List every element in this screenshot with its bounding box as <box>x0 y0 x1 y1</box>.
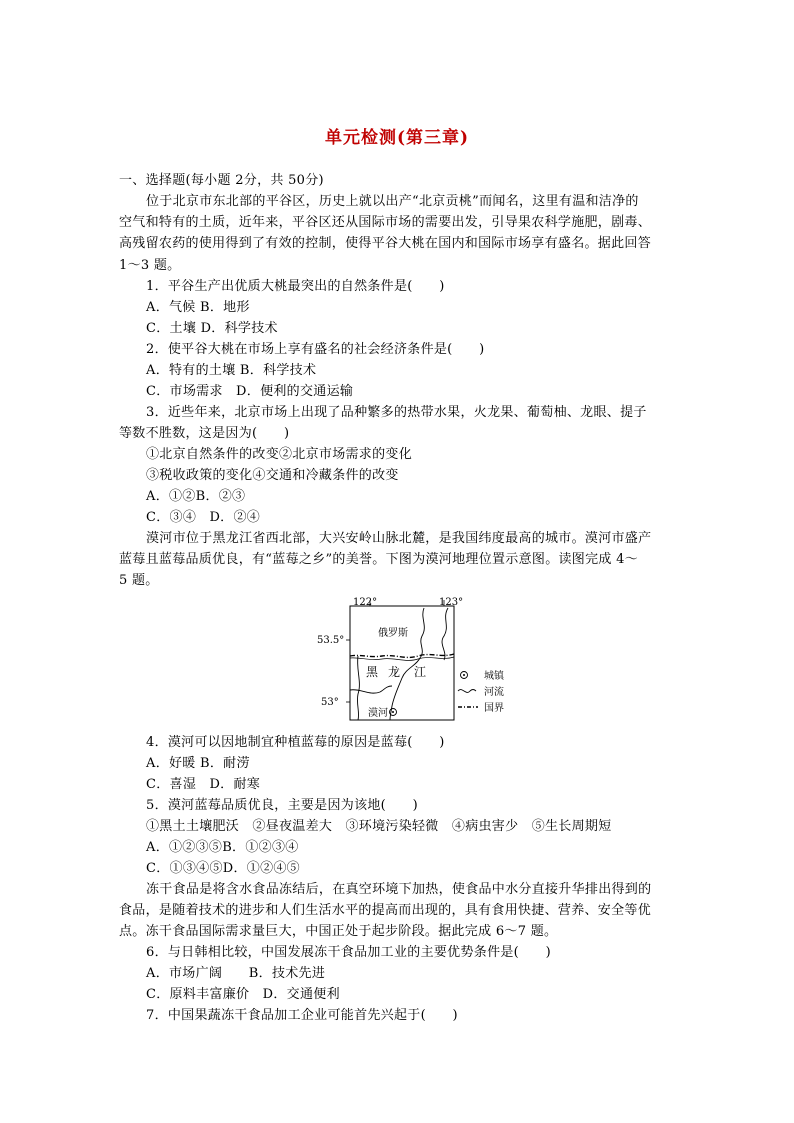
question-1: 1．平谷生产出优质大桃最突出的自然条件是( ) <box>146 279 445 294</box>
legend-border-label: 国界 <box>484 703 504 714</box>
question-2: 2．使平谷大桃在市场上享有盛名的社会经济条件是( ) <box>146 342 485 357</box>
question-3: 3．近些年来，北京市场上出现了品种繁多的热带水果，火龙果、葡萄柚、龙眼、提子 <box>146 405 647 420</box>
passage-2-line: 蓝莓且蓝莓品质优良，有“蓝莓之乡”的美誉。下图为漠河地理位置示意图。读图完成 4～ <box>119 552 638 567</box>
passage-3-line: 点。冻干食品国际需求量巨大，中国正处于起步阶段。据此完成 6～7 题。 <box>119 924 558 939</box>
passage-1-line: 高残留农药的使用得到了有效的控制，使得平谷大桃在国内和国际市场享有盛名。据此回答 <box>119 236 652 251</box>
question-option: C．③④ D．②④ <box>146 510 261 525</box>
question-7: 7．中国果蔬冻干食品加工企业可能首先兴起于( ) <box>146 1008 458 1023</box>
question-4: 4．漠河可以因地制宜种植蓝莓的原因是蓝莓( ) <box>146 735 445 750</box>
legend-town-label: 城镇 <box>484 671 504 682</box>
question-3-cont: 等数不胜数，这是因为( ) <box>119 426 290 441</box>
river-line <box>357 656 359 720</box>
map-frame <box>350 606 454 720</box>
question-option: C．喜湿 D．耐寒 <box>146 777 261 792</box>
question-option: A．①②③⑤B．①②③④ <box>146 840 299 855</box>
river-line <box>442 608 448 660</box>
question-statement: ①北京自然条件的改变②北京市场需求的变化 <box>146 447 413 462</box>
mohe-location-map <box>298 596 520 726</box>
question-option: A．特有的土壤 B．科学技术 <box>146 363 317 378</box>
question-statement: ①黑土土壤肥沃 ②昼夜温差大 ③环境污染轻微 ④病虫害少 ⑤生长周期短 <box>146 819 612 834</box>
question-statement: ③税收政策的变化④交通和冷藏条件的改变 <box>146 468 399 483</box>
place-heilongjiang: 龙 <box>388 665 401 679</box>
passage-1-line: 空气和特有的土质，近年来，平谷区还从国际市场的需要出发，引导果农科学施肥，剧毒、 <box>119 215 652 230</box>
question-option: C．①③④⑤D．①②④⑤ <box>146 861 300 876</box>
lat-label: 53° <box>321 697 339 708</box>
question-option: A．好暖 B．耐涝 <box>146 756 250 771</box>
place-russia: 俄罗斯 <box>378 628 408 639</box>
legend-river-icon <box>458 690 476 693</box>
passage-3-line: 食品，是随着技术的进步和人们生活水平的提高而出现的，具有食用快捷、营养、安全等优 <box>119 903 652 918</box>
passage-2-line: 5 题。 <box>119 573 159 588</box>
section-heading: 一、选择题(每小题 2分，共 50分) <box>119 173 324 188</box>
question-option: C．市场需求 D．便利的交通运输 <box>146 384 354 399</box>
lon-label: 122° <box>353 597 378 608</box>
question-5: 5．漠河蓝莓品质优良，主要是因为该地( ) <box>146 798 419 813</box>
border-line <box>350 654 454 657</box>
question-option: A．市场广阔 B．技术先进 <box>146 966 326 981</box>
question-option: C．原料丰富廉价 D．交通便利 <box>146 987 340 1002</box>
question-option: A．气候 B．地形 <box>146 300 250 315</box>
place-heilongjiang: 江 <box>414 665 427 679</box>
passage-1-line: 1～3 题。 <box>119 258 181 273</box>
passage-2-line: 漠河市位于黑龙江省西北部，大兴安岭山脉北麓，是我国纬度最高的城市。漠河市盛产 <box>146 531 652 546</box>
question-option: A．①②B．②③ <box>146 489 246 504</box>
place-heilongjiang: 黑 <box>366 665 379 679</box>
passage-3-line: 冻干食品是将含水食品冻结后，在真空环境下加热，使食品中水分直接升华排出得到的 <box>146 882 652 897</box>
passage-1-line: 位于北京市东北部的平谷区，历史上就以出产“北京贡桃”而闻名，这里有温和洁净的 <box>146 194 639 209</box>
page-title: 单元检测(第三章) <box>324 128 470 148</box>
question-6: 6．与日韩相比较，中国发展冻干食品加工业的主要优势条件是( ) <box>146 945 552 960</box>
river-line <box>350 686 392 693</box>
question-option: C．土壤 D．科学技术 <box>146 321 278 336</box>
legend-river-label: 河流 <box>484 687 504 698</box>
lon-label: 123° <box>439 597 464 608</box>
river-line <box>390 608 427 720</box>
place-mohe: 漠河 <box>368 708 388 719</box>
lat-label: 53.5° <box>317 635 345 646</box>
